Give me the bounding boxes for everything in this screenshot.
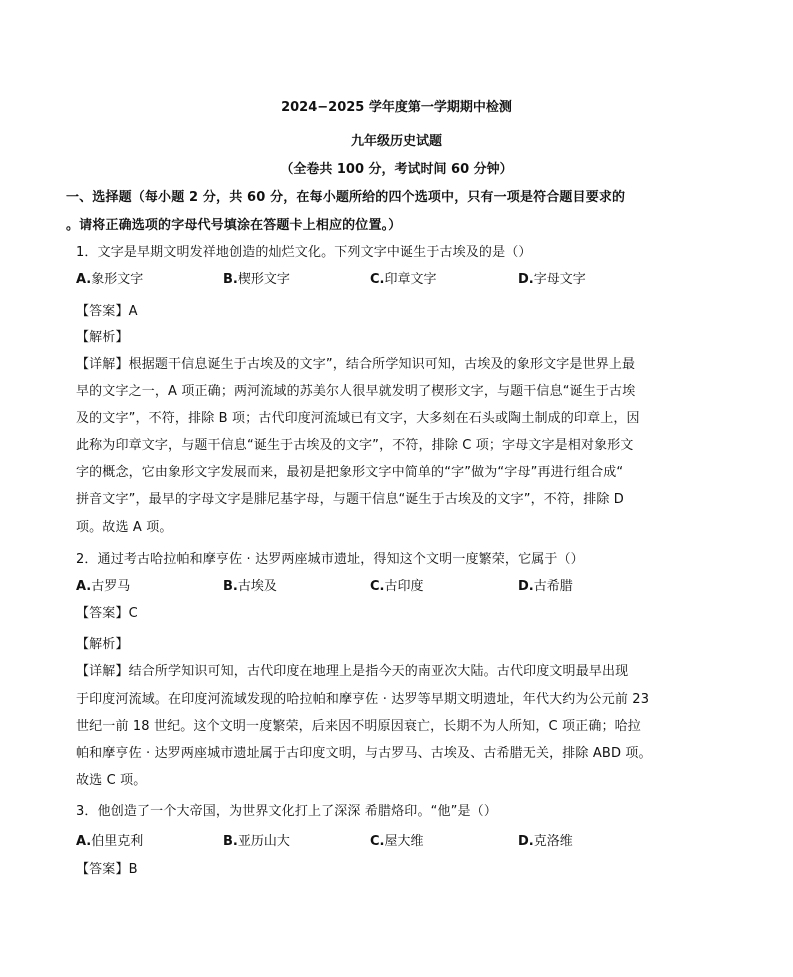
section-heading-cont: 。请将正确选项的字母代号填涂在答题卡上相应的位置。） [66,218,402,233]
question-1-detail-line: 此称为印章文字，与题干信息“诞生于古埃及的文字”，不符，排除 C 项；字母文字是相对象形文 [76,438,634,453]
question-1-stem: 1．文字是早期文明发祥地创造的灿烂文化。下列文字中诞生于古埃及的是（） [76,245,532,260]
option-c: C.古印度 [370,579,424,594]
question-1-detail-line: 字的概念，它由象形文字发展而来，最初是把象形文字中简单的“字”做为“字母”再进行组合成“ [76,465,624,480]
question-2-detail-line: 于印度河流域。在印度河流域发现的哈拉帕和摩亨佐 · 达罗等早期文明遗址，年代大约为公元前 23 [76,692,650,707]
option-a: A.古罗马 [76,579,131,594]
question-2-detail-line: 帕和摩亨佐 · 达罗两座城市遗址属于古印度文明，与古罗马、古埃及、古希腊无关，排除 ABD 项。 [76,746,652,761]
exam-subtitle: 九年级历史试题 [350,134,442,149]
option-a: A.伯里克利 [76,834,144,849]
question-1-answer: 【答案】A [76,304,138,319]
option-b: B.亚历山大 [223,834,290,849]
option-d: D.字母文字 [518,272,586,287]
question-2-detail-line: 故选 C 项。 [76,773,147,788]
question-1-detail-line: 【详解】根据题干信息诞生于古埃及的文字”，结合所学知识可知，古埃及的象形文字是世界上最 [76,357,636,372]
exam-title: 2024−2025 学年度第一学期期中检测 [281,100,512,115]
option-a: A.象形文字 [76,272,144,287]
question-1-detail-line: 早的文字之一，A 项正确；两河流域的苏美尔人很早就发明了楔形文字，与题干信息“诞生于古埃 [76,384,636,399]
question-1-detail-line: 及的文字”，不符，排除 B 项；古代印度河流域已有文字，大多刻在石头或陶土制成的印章上，因 [76,411,640,426]
question-3-stem: 3．他创造了一个大帝国，为世界文化打上了深深 希腊烙印。“他”是（） [76,804,497,819]
option-b: B.楔形文字 [223,272,290,287]
option-d: D.克洛维 [518,834,573,849]
option-c: C.印章文字 [370,272,437,287]
question-1-detail-line: 项。故选 A 项。 [76,520,173,535]
option-c: C.屋大维 [370,834,424,849]
exam-note: （全卷共 100 分，考试时间 60 分钟） [280,162,513,177]
question-2-answer: 【答案】C [76,606,138,621]
question-2-analysis: 【解析】 [76,637,129,652]
question-3-options [76,830,716,850]
question-3-answer: 【答案】B [76,862,138,877]
section-heading: 一、选择题（每小题 2 分，共 60 分，在每小题所给的四个选项中，只有一项是符合题目要求的 [66,190,626,205]
question-1-detail-line: 拼音文字”，最早的字母文字是腓尼基字母，与题干信息“诞生于古埃及的文字”，不符，排除 D [76,492,624,507]
option-b: B.古埃及 [223,579,277,594]
question-1-analysis: 【解析】 [76,330,129,345]
option-d: D.古希腊 [518,579,573,594]
question-1-options [76,268,716,288]
question-2-options [76,575,716,595]
question-2-stem: 2．通过考古哈拉帕和摩亨佐 · 达罗两座城市遗址，得知这个文明一度繁荣，它属于（） [76,552,584,567]
question-2-detail-line: 【详解】结合所学知识可知，古代印度在地理上是指今天的南亚次大陆。古代印度文明最早出现 [76,664,629,679]
question-2-detail-line: 世纪一前 18 世纪。这个文明一度繁荣，后来因不明原因衰亡，长期不为人所知，C 项正确；哈拉 [76,719,641,734]
